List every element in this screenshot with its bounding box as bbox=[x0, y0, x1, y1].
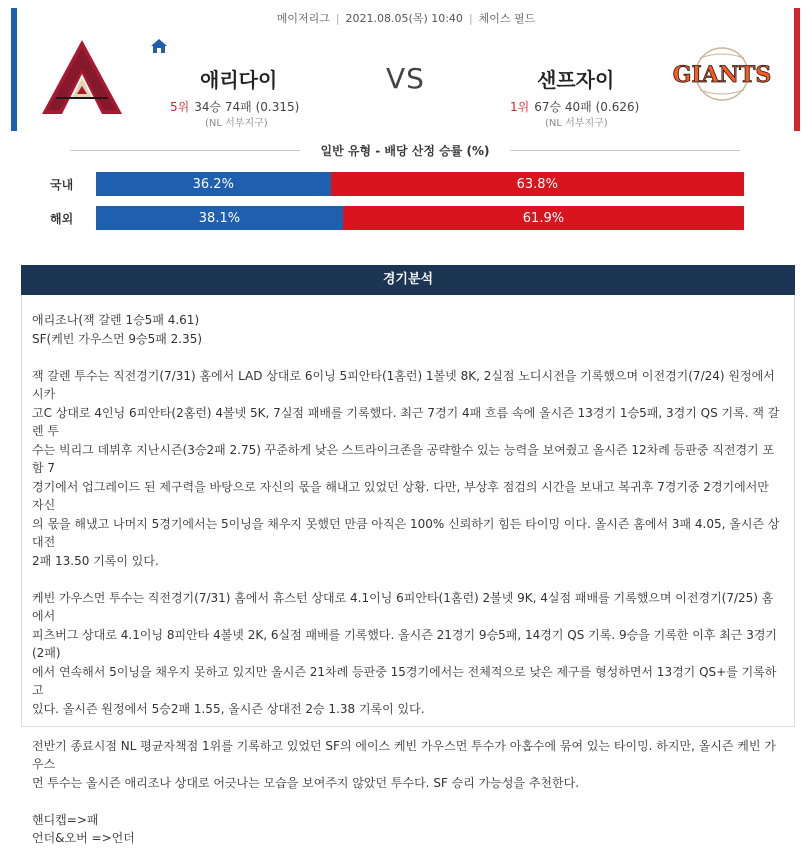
home-team-record bbox=[510, 98, 639, 115]
analysis-line: 애리조나(잭 갈렌 1승5패 4.61) bbox=[32, 313, 200, 327]
analysis-line: 에서 연속해서 5이닝을 채우지 못하고 있지만 올시즌 21차례 등판중 15경기에서는 전체적으로 낮은 제구를 형성하면서 13경기 QS+를 기록하고 bbox=[32, 664, 777, 697]
home-icon bbox=[150, 38, 168, 54]
analysis-line: 케빈 가우스먼 투수는 직전경기(7/31) 홈에서 휴스턴 상대로 4.1이닝 6피안타(1홈런) 2볼넷 9K, 4실점 패배를 기록했으며 이전경기(7/25) 홈에서 bbox=[32, 590, 774, 623]
paragraph-gap bbox=[32, 718, 784, 737]
odds-section-title: 일반 유형 - 배당 산정 승률 (%) bbox=[320, 144, 490, 158]
away-team-rank: 5위 bbox=[170, 100, 190, 114]
odds-bar-away: 38.1% bbox=[96, 206, 343, 230]
odds-row-label: 국내 bbox=[50, 178, 74, 192]
odds-bar-home: 61.9% bbox=[343, 206, 744, 230]
odds-bar bbox=[96, 172, 744, 196]
away-team-record bbox=[170, 98, 299, 115]
home-team-winloss: 67승 40패 (0.626) bbox=[534, 100, 640, 114]
vs-label: VS bbox=[386, 62, 425, 95]
away-team-winloss: 34승 74패 (0.315) bbox=[194, 100, 300, 114]
paragraph-gap bbox=[32, 570, 784, 589]
analysis-line: 2패 13.50 기록이 있다. bbox=[32, 553, 159, 568]
analysis-line: 고C 상대로 4인닝 6피안타(2홈런) 4볼넷 5K, 7실점 패배를 기록했다. 최근 7경기 4패 흐름 속에 올시즌 13경기 1승5패, 3경기 QS 기록. 잭 갈렌 투 bbox=[32, 405, 780, 438]
away-team-logo bbox=[40, 38, 124, 116]
home-team-logo bbox=[668, 44, 776, 104]
paragraph-gap bbox=[32, 792, 784, 811]
game-info: 메이저리그 | 2021.08.05(목) 10:40 | 체이스 필드 bbox=[276, 12, 536, 25]
section-divider-left bbox=[70, 150, 300, 151]
home-color-bar bbox=[794, 8, 800, 131]
home-logo-wordmark: GIANTS bbox=[672, 62, 772, 88]
venue-label: 체이스 필드 bbox=[478, 12, 536, 25]
home-team-name: 샌프자이 bbox=[537, 68, 615, 92]
analysis-line: 잭 갈렌 투수는 직전경기(7/31) 홈에서 LAD 상대로 6이닝 5피안타(1홈런) 1볼넷 8K, 2실점 노디시전을 기록했으며 이전경기(7/24) 원정에서 시카 bbox=[32, 368, 775, 401]
away-team-name: 애리다이 bbox=[200, 68, 278, 92]
home-team-division: (NL 서부지구) bbox=[545, 118, 608, 129]
analysis-line: 의 몫을 해냈고 나머지 5경기에서는 5이닝을 채우지 못했던 만큼 아직은 100% 신뢰하기 힘든 타이밍 이다. 올시즌 홈에서 3패 4.05, 올시즌 상대전 bbox=[32, 516, 780, 549]
section-divider-right bbox=[510, 150, 740, 151]
analysis-line: SF(케빈 가우스먼 9승5패 2.35) bbox=[32, 331, 203, 346]
analysis-line: 경기에서 업그레이드 된 제구력을 바탕으로 자신의 몫을 해내고 있었던 상황. 다만, 부상후 점검의 시간을 보내고 복귀후 7경기중 2경기에서만 자신 bbox=[32, 479, 769, 512]
odds-bar-home: 63.8% bbox=[331, 172, 744, 196]
home-team-rank: 1위 bbox=[510, 100, 530, 114]
analysis-line: 피츠버그 상대로 4.1이닝 8피안타 4볼넷 2K, 6실점 패배를 기록했다. 올시즌 21경기 9승5패, 14경기 QS 기록. 9승을 기록한 이후 최근 3경기(2패) bbox=[32, 627, 778, 660]
paragraph-gap bbox=[32, 348, 784, 367]
analysis-line: 수는 빅리그 데뷔후 지난시즌(3승2패 2.75) 꾸준하게 낮은 스트라이크존을 공략할수 있는 능력을 보여줬고 올시즌 12차례 등판중 직전경기 포함 7 bbox=[32, 442, 775, 475]
odds-bar bbox=[96, 206, 744, 230]
analysis-header: 경기분석 bbox=[21, 265, 795, 295]
away-color-bar bbox=[11, 8, 17, 131]
analysis-line: 전반기 종료시점 NL 평균자책점 1위를 기록하고 있었던 SF의 에이스 케빈 가우스먼 투수가 아홉수에 묶여 있는 타이밍. 하지만, 올시즌 케빈 가우스 bbox=[32, 738, 776, 771]
analysis-content bbox=[21, 295, 795, 845]
league-label: 메이저리그 bbox=[276, 12, 330, 25]
odds-row-label: 해외 bbox=[50, 212, 74, 226]
away-team-division: (NL 서부지구) bbox=[205, 118, 268, 129]
analysis-line: 먼 투수는 올시즌 애리조나 상대로 어긋나는 모습을 보여주지 않았던 투수다. SF 승리 가능성을 추천한다. bbox=[32, 775, 580, 790]
analysis-line: 언더&오버 =>언더 bbox=[32, 831, 135, 845]
analysis-line: 핸디캡=>패 bbox=[32, 812, 99, 827]
game-datetime: 2021.08.05(목) 10:40 bbox=[345, 12, 463, 25]
analysis-line: 있다. 올시즌 원정에서 5승2패 1.55, 올시즌 상대전 2승 1.38 기록이 있다. bbox=[32, 701, 425, 716]
odds-bar-away: 36.2% bbox=[96, 172, 331, 196]
